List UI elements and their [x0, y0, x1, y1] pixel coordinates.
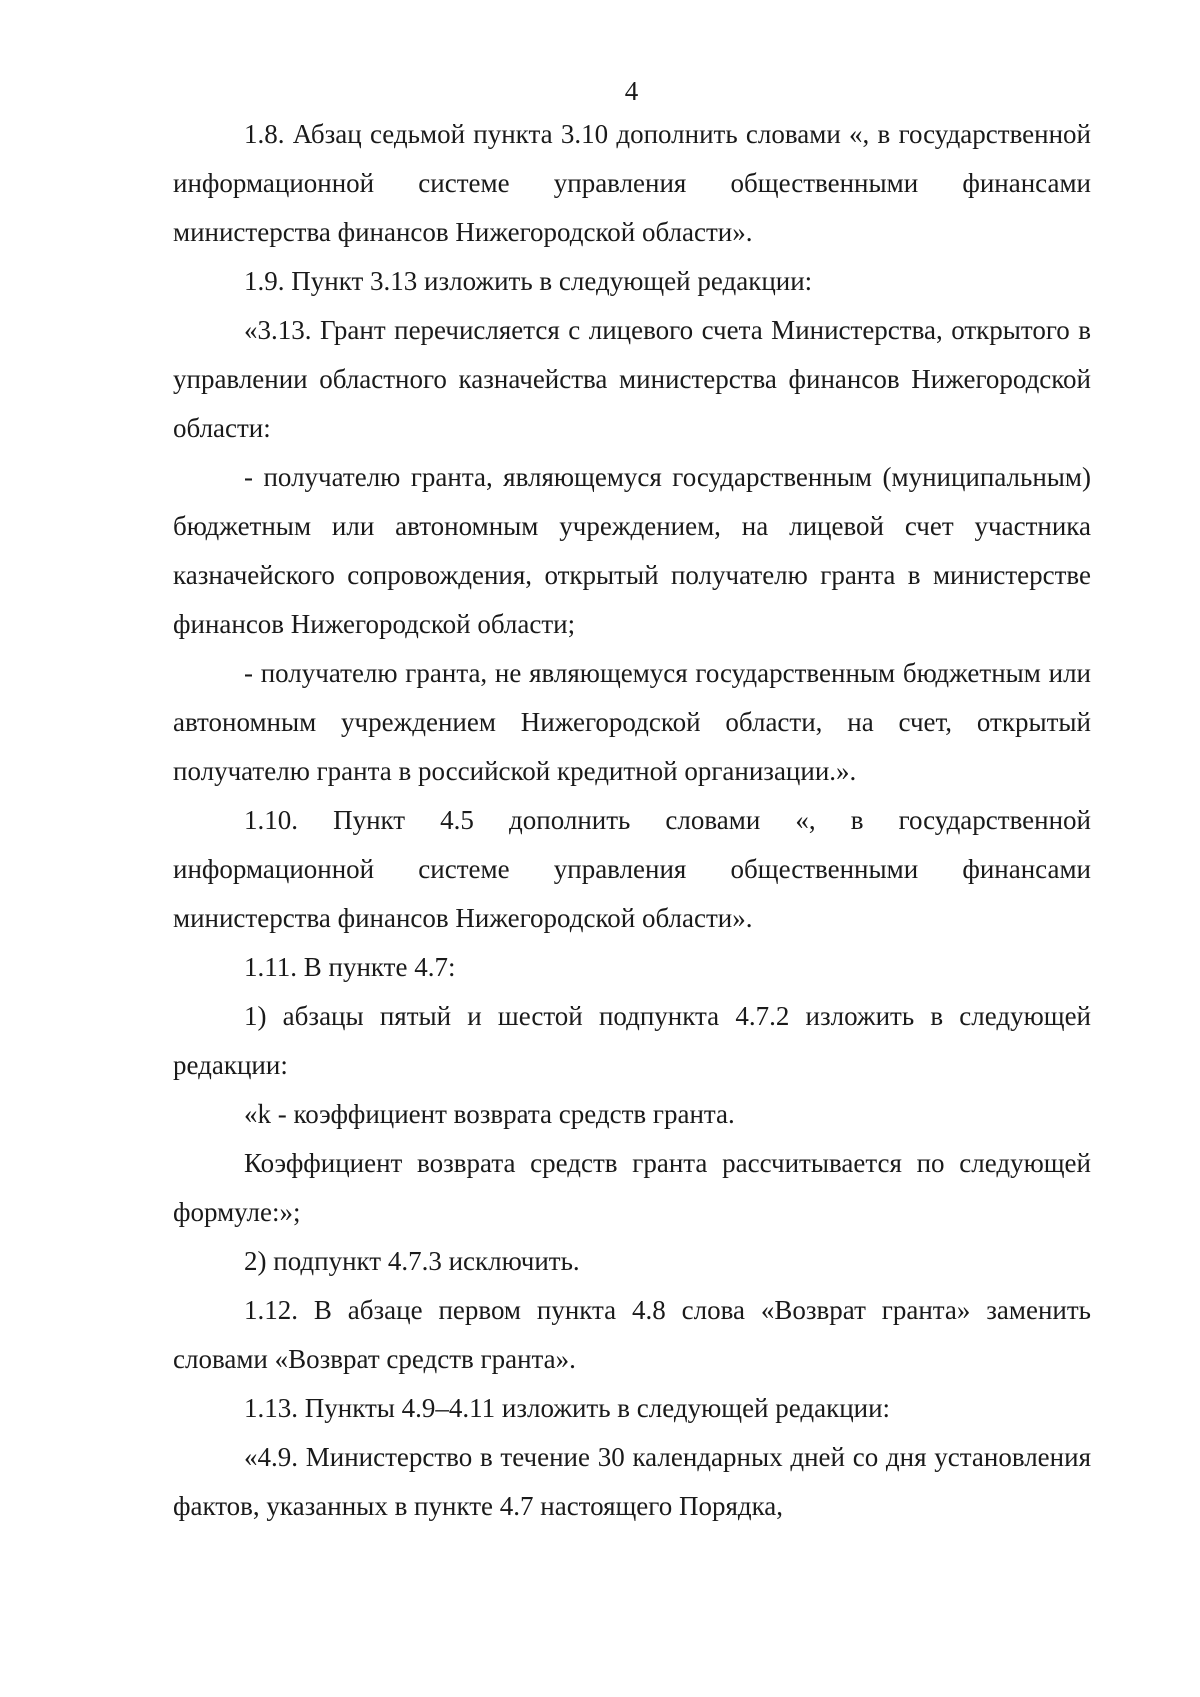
paragraph-1-11-sub-2: 2) подпункт 4.7.3 исключить. [244, 1246, 580, 1276]
paragraph-1-10: 1.10. Пункт 4.5 дополнить словами «, в государственной информационной системе управления общественными финансами министерства финансов Нижегородской области». [173, 805, 1091, 933]
paragraph-3-13: «3.13. Грант перечисляется с лицевого счета Министерства, открытого в управлении областного казначейства министерства финансов Нижегородской области: [173, 315, 1091, 443]
paragraph-coefficient-formula: Коэффициент возврата средств гранта рассчитывается по следующей формуле:»; [173, 1148, 1091, 1227]
paragraph-3-13-item-2: - получателю гранта, не являющемуся государственным бюджетным или автономным учреждением Нижегородской области, на счет, открытый получателю гранта в российской кредитной организации.». [173, 658, 1091, 786]
paragraph-3-13-item-1: - получателю гранта, являющемуся государственным (муниципальным) бюджетным или автономным учреждением, на лицевой счет участника казначейского сопровождения, открытый получателю гранта в министерстве финансов Нижегородской области; [173, 462, 1091, 639]
paragraph-1-11-sub-1: 1) абзацы пятый и шестой подпункта 4.7.2 изложить в следующей редакции: [173, 1001, 1091, 1080]
paragraph-4-9: «4.9. Министерство в течение 30 календарных дней со дня установления фактов, указанных в пункте 4.7 настоящего Порядка, [173, 1442, 1091, 1521]
page-number: 4 [624, 76, 639, 106]
paragraph-1-11: 1.11. В пункте 4.7: [244, 952, 456, 982]
paragraph-1-12: 1.12. В абзаце первом пункта 4.8 слова «Возврат гранта» заменить словами «Возврат средств гранта». [173, 1295, 1091, 1374]
document-body [173, 110, 1091, 1531]
paragraph-1-8: 1.8. Абзац седьмой пункта 3.10 дополнить словами «, в государственной информационной системе управления общественными финансами министерства финансов Нижегородской области». [173, 119, 1091, 247]
paragraph-1-13: 1.13. Пункты 4.9–4.11 изложить в следующей редакции: [244, 1393, 891, 1423]
paragraph-1-9: 1.9. Пункт 3.13 изложить в следующей редакции: [244, 266, 813, 296]
paragraph-k-definition: «k - коэффициент возврата средств гранта. [244, 1099, 735, 1129]
